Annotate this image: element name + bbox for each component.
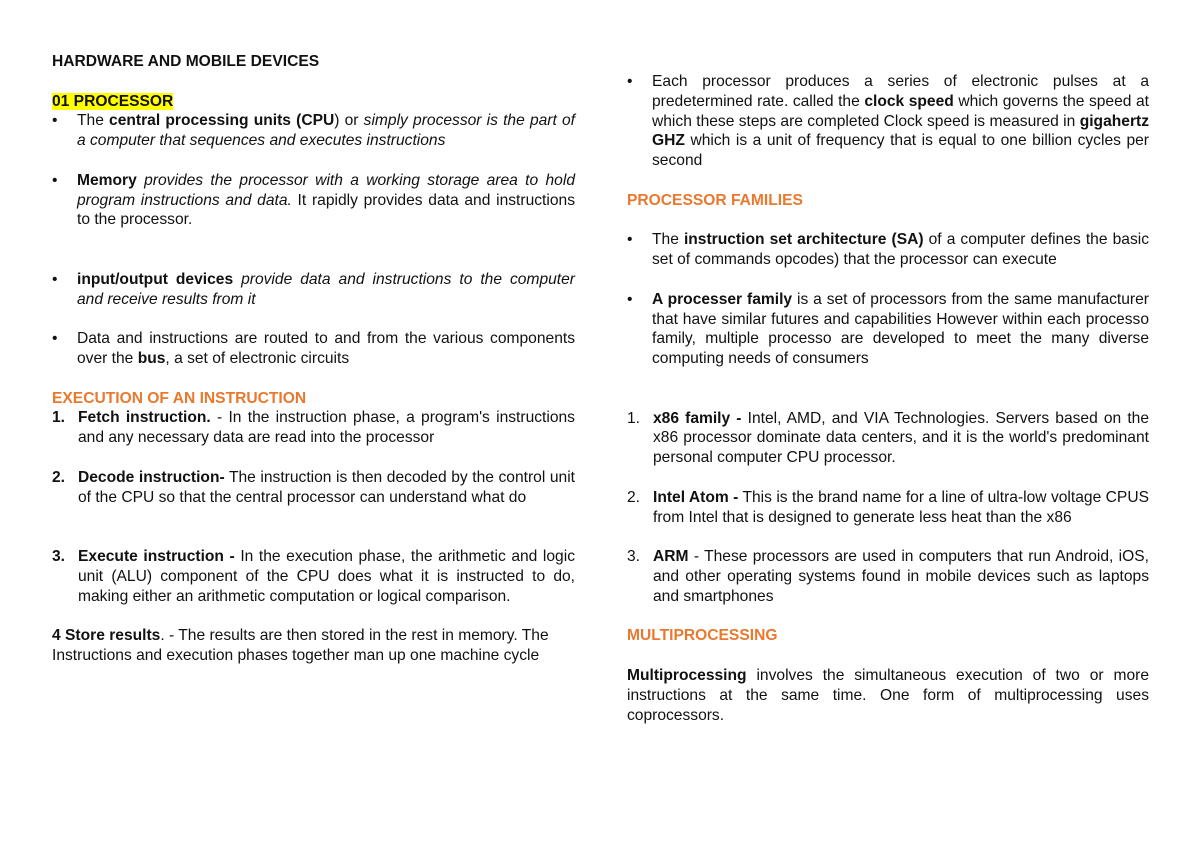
- section-heading-processor: 01 PROCESSOR: [52, 92, 174, 110]
- step-execute: 3. Execute instruction - In the execution phase, the arithmetic and logic unit (ALU) component of the CPU does what it is instructed to do, making either an arithmetic computation or logical comparison.: [52, 547, 575, 605]
- section-heading-execution: EXECUTION OF AN INSTRUCTION: [52, 389, 307, 407]
- right-column: [627, 72, 1149, 725]
- left-column: [52, 52, 575, 666]
- bullet-bus: • Data and instructions are routed to and from the various components over the bus, a set of electronic circuits: [52, 329, 575, 369]
- step-fetch: 1. Fetch instruction. - In the instruction phase, a program's instructions and any necessary data are read into the processor: [52, 409, 575, 447]
- section-heading-multiprocessing: MULTIPROCESSING: [627, 627, 778, 645]
- multiprocessing-paragraph: Multiprocessing involves the simultaneous execution of two or more instructions at the same time. One form of multiprocessing uses coprocessors.: [627, 666, 1149, 724]
- bullet-instruction-set: • The instruction set architecture (SA) of a computer defines the basic set of commands opcodes) that the processor can execute: [627, 230, 1149, 270]
- family-x86: 1. x86 family - Intel, AMD, and VIA Technologies. Servers based on the x86 processor dominate data centers, and it is the world's predominant personal computer CPU processor.: [627, 409, 1149, 467]
- step-store: 4 Store results. - The results are then stored in the rest in memory. The Instructions and execution phases together man up one machine cycle: [52, 627, 549, 664]
- bullet-clock-speed: • Each processor produces a series of electronic pulses at a predetermined rate. called the clock speed which governs the speed at which these steps are completed Clock speed is measured in gigahertz GHZ which is a unit of frequency that is equal to one billion cycles per second: [627, 72, 1149, 171]
- family-arm: 3. ARM - These processors are used in computers that run Android, iOS, and other operating systems found in mobile devices such as laptops and smartphones: [627, 548, 1149, 605]
- bullet-io-devices: • input/output devices provide data and instructions to the computer and receive results from it: [52, 270, 575, 310]
- bullet-processor-family: • A processer family is a set of processors from the same manufacturer that have similar futures and capabilities However within each processo family, multiple processo are developed to meet the many diverse computing needs of consumers: [627, 290, 1149, 369]
- family-intel-atom: 2. Intel Atom - This is the brand name for a line of ultra-low voltage CPUS from Intel that is designed to generate less heat than the x86: [627, 488, 1149, 526]
- bullet-cpu: • The central processing units (CPU) or simply processor is the part of a computer that sequences and executes instructions: [52, 111, 575, 151]
- section-heading-processor-families: PROCESSOR FAMILIES: [627, 191, 803, 209]
- document-title: HARDWARE AND MOBILE DEVICES: [52, 53, 320, 70]
- step-decode: 2. Decode instruction- The instruction is then decoded by the control unit of the CPU so that the central processor can understand what do: [52, 468, 576, 506]
- bullet-memory: • Memory provides the processor with a working storage area to hold program instructions and data. It rapidly provides data and instructions to the processor.: [52, 171, 575, 230]
